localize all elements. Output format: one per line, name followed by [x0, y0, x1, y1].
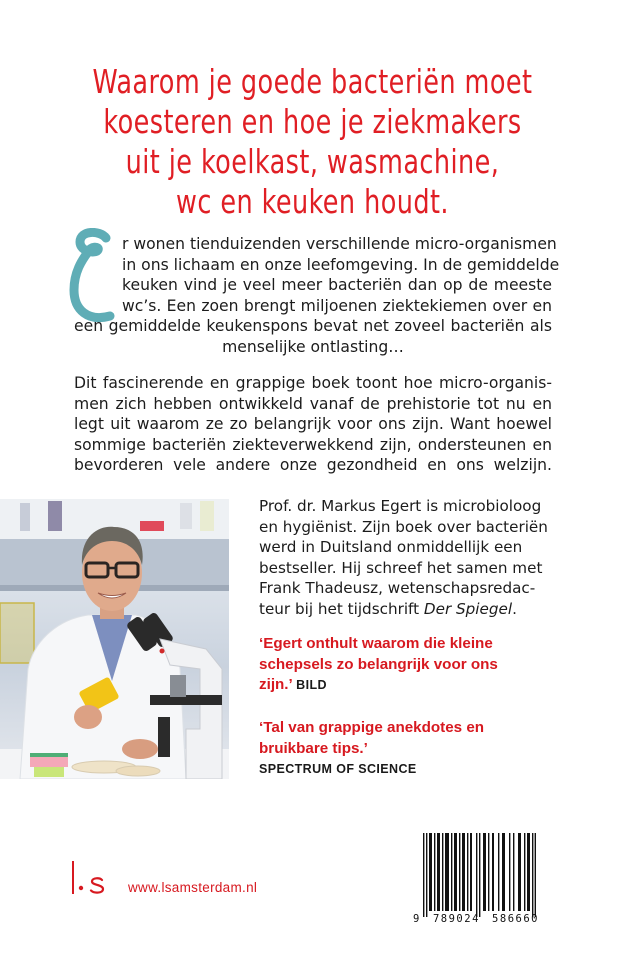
author-photo: [0, 499, 229, 779]
isbn-group-2: 586660: [492, 913, 539, 925]
description-line: men zich hebben ontwikkeld vanaf de prehistorie tot nu en: [74, 394, 552, 413]
bio-line: [259, 599, 552, 620]
quote-source: BILD: [296, 678, 327, 692]
intro-line: r wonen tienduizenden verschillende micro-organismen: [122, 235, 557, 253]
isbn-prefix: 9: [413, 913, 421, 925]
intro-line: wc’s. Een zoen brengt miljoenen ziektekiemen over en: [122, 296, 552, 315]
intro-line: een gemiddelde keukenspons bevat net zoveel bacteriën als: [74, 317, 552, 335]
quote-line: [259, 675, 559, 696]
description-line: Dit fascinerende en grappige boek toont hoe micro-organis-: [74, 374, 552, 392]
review-quote-bild: [259, 634, 559, 696]
isbn-number: [413, 913, 539, 925]
headline-line: koesteren en hoe je ziekmakers: [103, 102, 522, 141]
quote-line: ‘Egert onthult waarom die kleine: [259, 635, 493, 652]
bio-line: bestseller. Hij schreef het samen met: [259, 558, 543, 577]
intro-paragraph: [74, 234, 560, 357]
magazine-title: Der Spiegel: [423, 599, 513, 618]
author-bio: [259, 496, 552, 620]
isbn-barcode: [423, 833, 536, 917]
quote-line: bruikbare tips.’: [259, 739, 368, 757]
bio-text: teur bij het tijdschrift: [259, 599, 424, 618]
author-photo-illustration: [0, 499, 229, 779]
quote-text: zijn.’: [259, 676, 292, 693]
description-line: bevorderen vele andere onze gezondheid en ons welzijn.: [74, 456, 552, 474]
publisher-url[interactable]: www.lsamsterdam.nl: [128, 880, 258, 895]
bio-line: en hygiënist. Zijn boek over bacteriën: [259, 517, 548, 536]
description-paragraph: [74, 373, 552, 476]
description-line: sommige bacteriën ziekteverwekkend zijn, ondersteunen en: [74, 435, 552, 454]
isbn-group-1: 789024: [432, 913, 480, 925]
publisher-logo-icon: [70, 861, 116, 895]
quote-source: SPECTRUM OF SCIENCE: [259, 762, 417, 776]
intro-line: keuken vind je veel meer bacteriën dan op de meeste: [122, 276, 552, 294]
bio-line: Frank Thadeusz, wetenschapsredac-: [259, 579, 536, 598]
review-quote-spectrum: [259, 718, 559, 780]
description-line: legt uit waarom ze zo belangrijk voor ons zijn. Want hoewel: [74, 415, 552, 433]
bio-text: .: [512, 599, 517, 618]
headline-line: uit je koelkast, wasmachine,: [125, 142, 500, 181]
bio-line: Prof. dr. Markus Egert is microbioloog: [259, 497, 542, 515]
headline: [78, 62, 547, 222]
quote-line: ‘Tal van grappige anekdotes en: [259, 719, 485, 736]
intro-line: menselijke ontlasting…: [222, 337, 404, 356]
intro-line: in ons lichaam en onze leefomgeving. In de gemiddelde: [122, 255, 560, 274]
headline-line: wc en keuken houdt.: [176, 182, 449, 221]
bio-line: werd in Duitsland onmiddellijk een: [259, 538, 523, 557]
quote-line: schepsels zo belangrijk voor ons: [259, 655, 498, 673]
headline-line: Waarom je goede bacteriën moet: [92, 62, 533, 101]
